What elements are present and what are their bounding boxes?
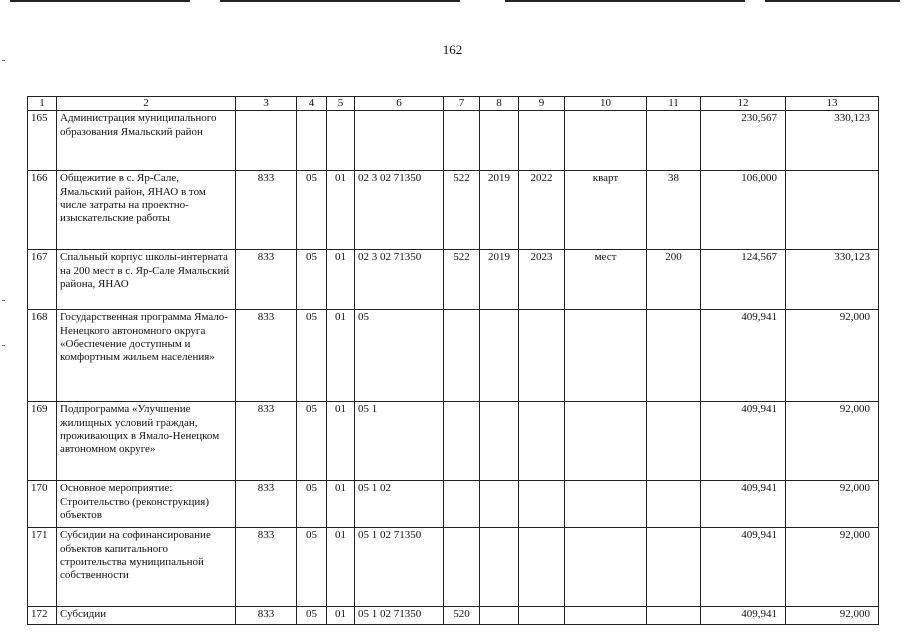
row-code-5: 01 bbox=[327, 310, 355, 402]
row-amount-13: 330,123 bbox=[786, 250, 879, 310]
row-number: 170 bbox=[28, 481, 57, 528]
row-year-end: 2023 bbox=[519, 250, 565, 310]
row-code-4: 05 bbox=[297, 402, 327, 481]
row-name: Субсидии bbox=[57, 607, 236, 625]
row-amount-13: 92,000 bbox=[786, 528, 879, 607]
table-row bbox=[28, 310, 879, 402]
table-row bbox=[28, 171, 879, 250]
row-code-3: 833 bbox=[236, 402, 297, 481]
row-year-end bbox=[519, 111, 565, 171]
row-capacity bbox=[647, 111, 701, 171]
row-unit bbox=[565, 111, 647, 171]
column-header: 1 bbox=[28, 97, 57, 111]
row-year-end bbox=[519, 607, 565, 625]
row-code-7 bbox=[444, 402, 480, 481]
table-row bbox=[28, 607, 879, 625]
row-code-6: 05 1 02 bbox=[355, 481, 444, 528]
top-rule bbox=[505, 0, 745, 2]
column-header: 11 bbox=[647, 97, 701, 111]
row-name: Спальный корпус школы-интерната на 200 мест в с. Яр-Сале Ямальский района, ЯНАО bbox=[57, 250, 236, 310]
column-header: 6 bbox=[355, 97, 444, 111]
row-number: 165 bbox=[28, 111, 57, 171]
column-header: 3 bbox=[236, 97, 297, 111]
row-code-6 bbox=[355, 111, 444, 171]
column-header: 12 bbox=[701, 97, 786, 111]
row-code-3: 833 bbox=[236, 250, 297, 310]
top-rule bbox=[220, 0, 460, 2]
table-row bbox=[28, 528, 879, 607]
row-year-start bbox=[480, 528, 519, 607]
row-code-7 bbox=[444, 528, 480, 607]
row-amount-12: 124,567 bbox=[701, 250, 786, 310]
row-code-3 bbox=[236, 111, 297, 171]
row-code-4: 05 bbox=[297, 481, 327, 528]
row-unit: мест bbox=[565, 250, 647, 310]
row-code-6: 05 1 bbox=[355, 402, 444, 481]
row-unit bbox=[565, 607, 647, 625]
row-code-6: 05 1 02 71350 bbox=[355, 607, 444, 625]
row-year-end: 2022 bbox=[519, 171, 565, 250]
row-amount-12: 409,941 bbox=[701, 402, 786, 481]
row-year-end bbox=[519, 528, 565, 607]
row-code-4 bbox=[297, 111, 327, 171]
row-amount-13 bbox=[786, 171, 879, 250]
row-code-4: 05 bbox=[297, 607, 327, 625]
row-year-start: 2019 bbox=[480, 171, 519, 250]
row-name: Администрация муниципального образования Ямальский район bbox=[57, 111, 236, 171]
row-code-6: 05 bbox=[355, 310, 444, 402]
row-code-4: 05 bbox=[297, 171, 327, 250]
row-amount-13: 92,000 bbox=[786, 607, 879, 625]
row-year-start bbox=[480, 310, 519, 402]
row-code-7: 522 bbox=[444, 250, 480, 310]
row-code-5: 01 bbox=[327, 481, 355, 528]
row-capacity bbox=[647, 310, 701, 402]
row-unit: кварт bbox=[565, 171, 647, 250]
row-code-5: 01 bbox=[327, 250, 355, 310]
top-rule bbox=[765, 0, 900, 2]
row-unit bbox=[565, 402, 647, 481]
row-amount-12: 409,941 bbox=[701, 528, 786, 607]
row-name: Государственная программа Ямало-Ненецкого автономного округа «Обеспечение доступным и комфортным жильем населения» bbox=[57, 310, 236, 402]
row-year-end bbox=[519, 402, 565, 481]
row-code-7: 522 bbox=[444, 171, 480, 250]
row-number: 169 bbox=[28, 402, 57, 481]
row-name: Основное мероприятие: Строительство (реконструкция) объектов bbox=[57, 481, 236, 528]
row-code-6: 05 1 02 71350 bbox=[355, 528, 444, 607]
row-amount-12: 230,567 bbox=[701, 111, 786, 171]
row-code-4: 05 bbox=[297, 310, 327, 402]
column-header: 13 bbox=[786, 97, 879, 111]
row-code-4: 05 bbox=[297, 250, 327, 310]
row-code-6: 02 3 02 71350 bbox=[355, 171, 444, 250]
column-header: 7 bbox=[444, 97, 480, 111]
row-number: 171 bbox=[28, 528, 57, 607]
row-year-start: 2019 bbox=[480, 250, 519, 310]
row-code-4: 05 bbox=[297, 528, 327, 607]
row-amount-13: 92,000 bbox=[786, 310, 879, 402]
row-year-end bbox=[519, 481, 565, 528]
row-code-7 bbox=[444, 481, 480, 528]
row-amount-12: 409,941 bbox=[701, 481, 786, 528]
row-code-3: 833 bbox=[236, 310, 297, 402]
row-amount-13: 330,123 bbox=[786, 111, 879, 171]
row-number: 166 bbox=[28, 171, 57, 250]
row-capacity: 38 bbox=[647, 171, 701, 250]
row-year-start bbox=[480, 402, 519, 481]
row-number: 172 bbox=[28, 607, 57, 625]
column-header: 4 bbox=[297, 97, 327, 111]
row-code-5: 01 bbox=[327, 171, 355, 250]
margin-mark bbox=[2, 345, 5, 346]
row-code-5: 01 bbox=[327, 528, 355, 607]
row-capacity bbox=[647, 607, 701, 625]
row-capacity: 200 bbox=[647, 250, 701, 310]
column-header: 9 bbox=[519, 97, 565, 111]
budget-table bbox=[27, 96, 879, 625]
row-code-6: 02 3 02 71350 bbox=[355, 250, 444, 310]
row-amount-12: 409,941 bbox=[701, 310, 786, 402]
row-code-3: 833 bbox=[236, 607, 297, 625]
row-amount-13: 92,000 bbox=[786, 481, 879, 528]
row-capacity bbox=[647, 481, 701, 528]
row-year-start bbox=[480, 481, 519, 528]
row-amount-12: 106,000 bbox=[701, 171, 786, 250]
table-row bbox=[28, 402, 879, 481]
margin-mark bbox=[2, 60, 5, 61]
row-name: Общежитие в с. Яр-Сале, Ямальский район, ЯНАО в том числе затраты на проектно-изыскательские работы bbox=[57, 171, 236, 250]
row-code-5: 01 bbox=[327, 402, 355, 481]
table-header-row bbox=[28, 97, 879, 111]
row-capacity bbox=[647, 402, 701, 481]
table-row bbox=[28, 481, 879, 528]
margin-mark bbox=[2, 300, 5, 301]
row-code-3: 833 bbox=[236, 528, 297, 607]
table-row bbox=[28, 111, 879, 171]
row-code-5 bbox=[327, 111, 355, 171]
row-year-start bbox=[480, 607, 519, 625]
row-amount-12: 409,941 bbox=[701, 607, 786, 625]
row-unit bbox=[565, 528, 647, 607]
column-header: 10 bbox=[565, 97, 647, 111]
page-number: 162 bbox=[442, 42, 463, 57]
row-year-start bbox=[480, 111, 519, 171]
row-number: 168 bbox=[28, 310, 57, 402]
row-name: Субсидии на софинансирование объектов капитального строительства муниципальной собственности bbox=[57, 528, 236, 607]
row-unit bbox=[565, 310, 647, 402]
row-code-7: 520 bbox=[444, 607, 480, 625]
row-capacity bbox=[647, 528, 701, 607]
column-header: 8 bbox=[480, 97, 519, 111]
table-row bbox=[28, 250, 879, 310]
column-header: 2 bbox=[57, 97, 236, 111]
row-number: 167 bbox=[28, 250, 57, 310]
row-code-7 bbox=[444, 310, 480, 402]
column-header: 5 bbox=[327, 97, 355, 111]
row-code-3: 833 bbox=[236, 481, 297, 528]
row-year-end bbox=[519, 310, 565, 402]
row-code-5: 01 bbox=[327, 607, 355, 625]
row-unit bbox=[565, 481, 647, 528]
row-code-7 bbox=[444, 111, 480, 171]
top-rule bbox=[10, 0, 190, 2]
row-name: Подпрограмма «Улучшение жилищных условий граждан, проживающих в Ямало-Ненецком автономном округе» bbox=[57, 402, 236, 481]
row-amount-13: 92,000 bbox=[786, 402, 879, 481]
row-code-3: 833 bbox=[236, 171, 297, 250]
